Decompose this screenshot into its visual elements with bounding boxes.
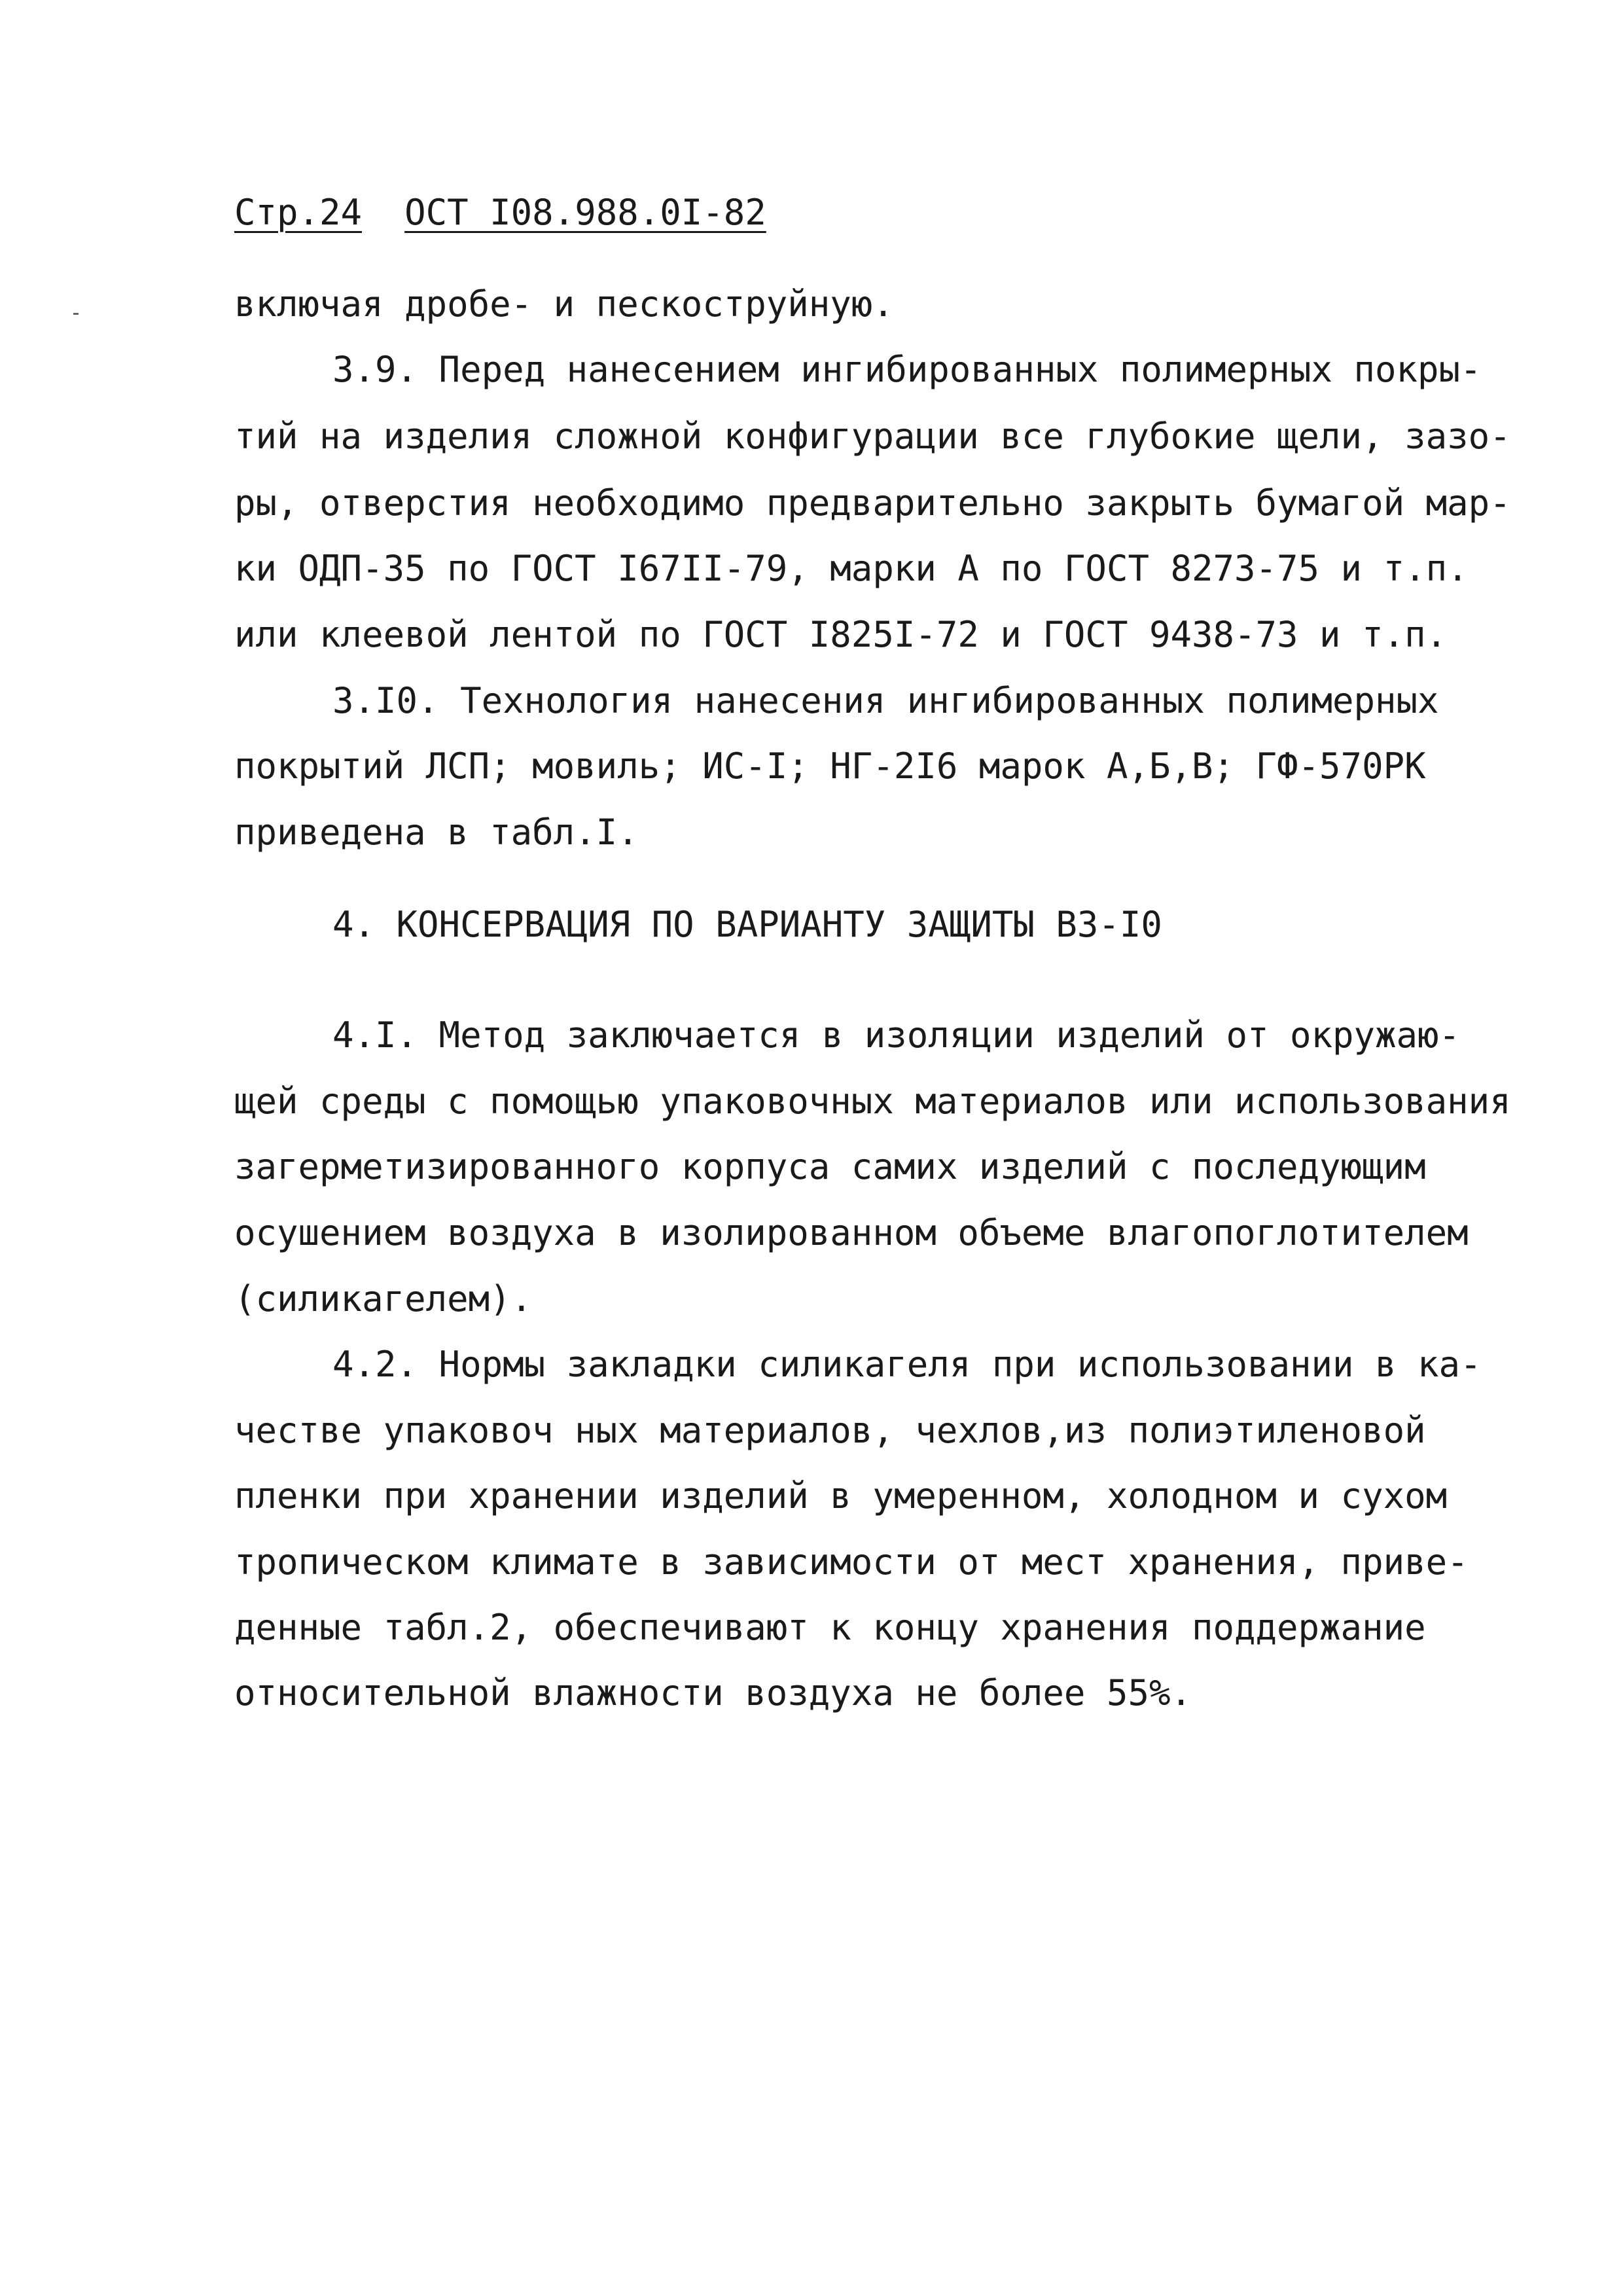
paragraph-4-2-first-line: 4.2. Нормы закладки силикагеля при использовании в ка- — [332, 1344, 1482, 1385]
text-line: осушением воздуха в изолированном объеме влагопоглотителем — [234, 1212, 1469, 1253]
text-line: или клеевой лентой по ГОСТ I825I-72 и ГОСТ 9438-73 и т.п. — [234, 614, 1448, 655]
standard-code: ОСТ I08.988.0I-82 — [404, 192, 766, 233]
text-line: тий на изделия сложной конфигурации все глубокие щели, зазо- — [234, 416, 1511, 457]
text-line: денные табл.2, обеспечивают к концу хранения поддержание — [234, 1607, 1426, 1648]
paragraph-3-9-first-line: 3.9. Перед нанесением ингибированных полимерных покры- — [332, 349, 1482, 390]
text-line: загерметизированного корпуса самих изделий с последующим — [234, 1146, 1426, 1187]
text-line: честве упаковоч ных материалов, чехлов,из полиэтиленовой — [234, 1410, 1426, 1451]
text-line: ры, отверстия необходимо предварительно закрыть бумагой мар- — [234, 482, 1511, 524]
paragraph-3-10-first-line: 3.I0. Технология нанесения ингибированных полимерных — [332, 680, 1439, 721]
text-line: щей среды с помощью упаковочных материалов или использования — [234, 1081, 1511, 1122]
text-line: тропическом климате в зависимости от мест хранения, приве- — [234, 1541, 1469, 1583]
text-line: относительной влажности воздуха не более 55%. — [234, 1672, 1192, 1713]
text-line: ки ОДП-35 по ГОСТ I67II-79, марки А по ГОСТ 8273-75 и т.п. — [234, 548, 1469, 589]
text-line: включая дробе- и пескоструйную. — [234, 283, 894, 325]
paragraph-4-1-first-line: 4.I. Метод заключается в изоляции изделий от окружаю- — [332, 1014, 1461, 1056]
page-number: Стр.24 — [234, 192, 363, 233]
scan-speck — [73, 313, 79, 315]
text-line: пленки при хранении изделий в умеренном, холодном и сухом — [234, 1475, 1448, 1516]
section-4-heading: 4. КОНСЕРВАЦИЯ ПО ВАРИАНТУ ЗАЩИТЫ ВЗ-I0 — [332, 904, 1162, 945]
text-line: покрытий ЛСП; мовиль; ИС-I; НГ-2I6 марок А,Б,В; ГФ-570РК — [234, 745, 1426, 787]
page-header — [234, 190, 766, 236]
text-line: приведена в табл.I. — [234, 812, 639, 853]
text-line: (силикагелем). — [234, 1278, 533, 1319]
